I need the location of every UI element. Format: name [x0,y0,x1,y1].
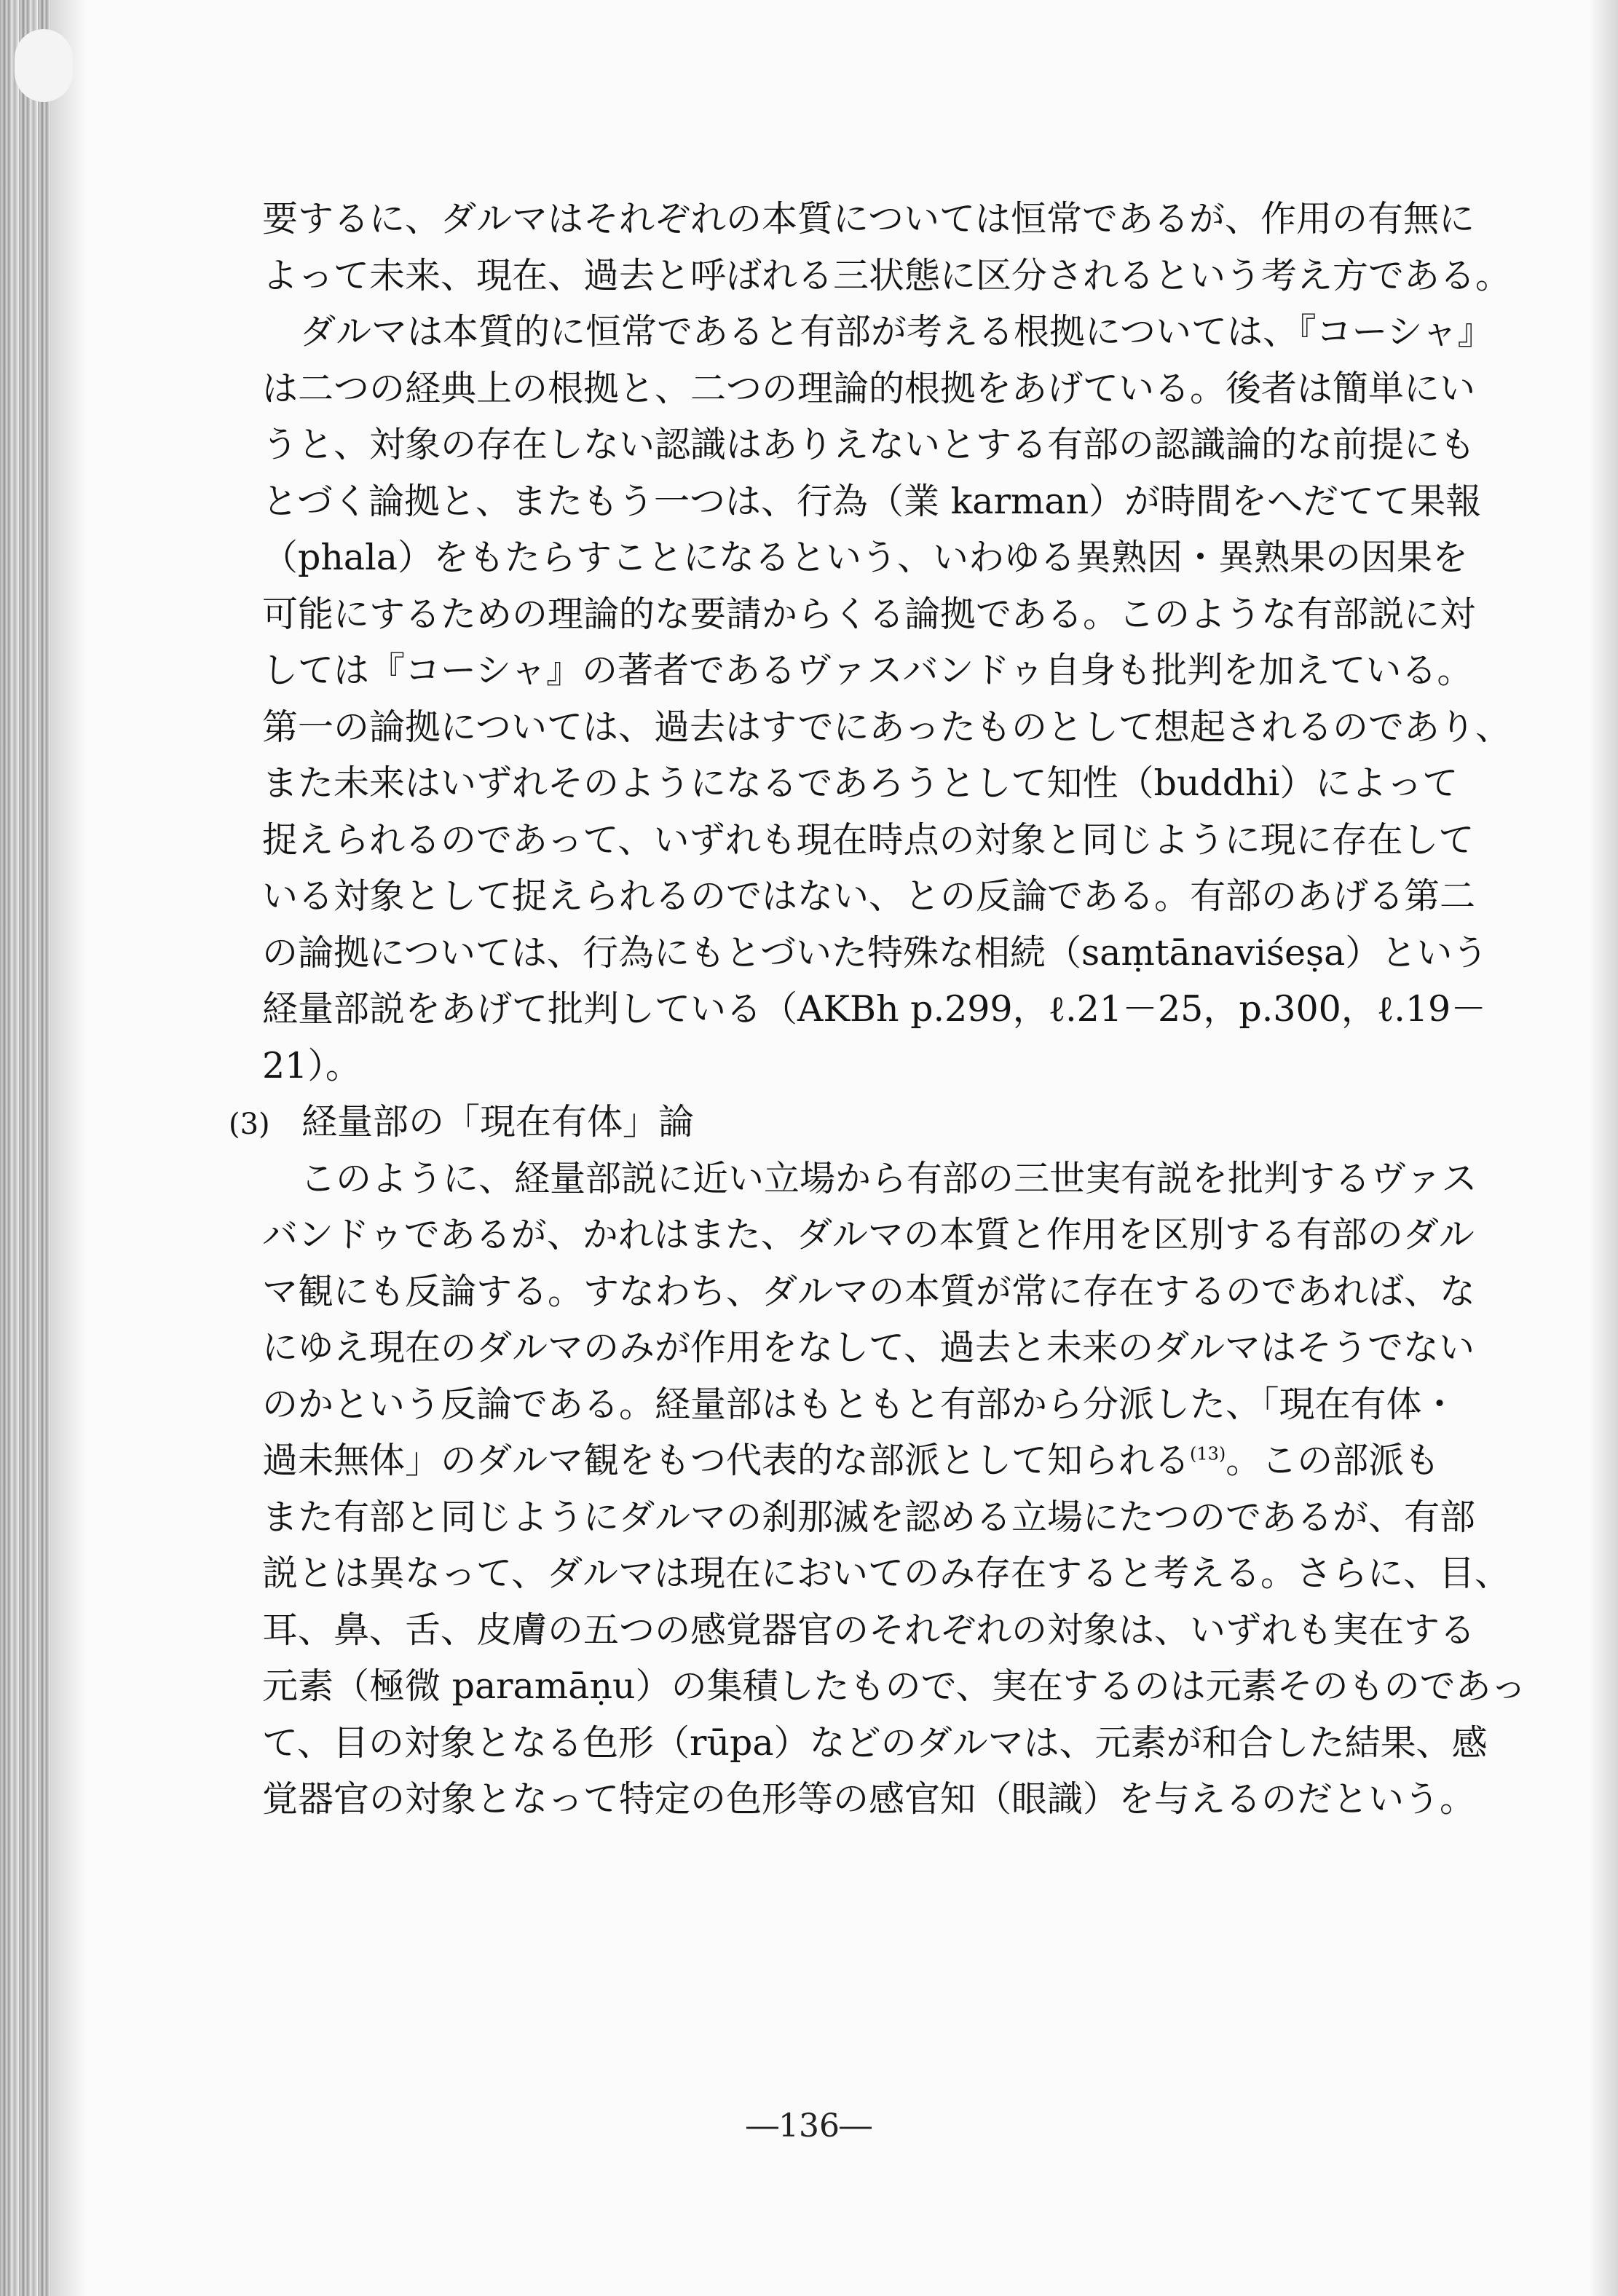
text-line: て、目の対象となる色形（rūpa）などのダルマは、元素が和合した結果、感 [262,1721,1488,1764]
text-line: 要するに、ダルマはそれぞれの本質については恒常であるが、作用の有無に [262,198,1475,240]
binding-gradient [51,0,87,2296]
text-line: にゆえ現在のダルマのみが作用をなして、過去と未来のダルマはそうでない [262,1327,1475,1368]
text-line: （phala）をもたらすことになるという、いわゆる異熟因・異熟果の因果を [262,537,1469,578]
page-number: ―136― [746,2107,872,2145]
text-line: の論拠については、行為にもとづいた特殊な相続（saṃtānaviśeṣa）という [262,931,1488,974]
text-line: 捉えられるのであって、いずれも現在時点の対象と同じように現に存在して [262,818,1475,861]
text-line: のかという反論である。経量部はもともと有部から分派した、「現在有体・ [262,1383,1458,1425]
paragraph-2 [262,304,1544,1094]
text-segment: 。この部派も [1226,1440,1440,1481]
text-line: 経量部説をあげて批判している（AKBh p.299，ℓ.21－25，p.300，ℓ.19－ [262,988,1487,1030]
text-line: うと、対象の存在しない認識はありえないとする有部の認識論的な前提にも [262,424,1476,465]
text-line: また有部と同じようにダルマの刹那滅を認める立場にたつのであるが、有部 [262,1496,1476,1538]
text-line: とづく論拠と、またもう一つは、行為（業 karman）が時間をへだてて果報 [262,480,1482,522]
body-text [229,191,1544,1828]
text-line: は二つの経典上の根拠と、二つの理論的根拠をあげている。後者は簡単にい [262,367,1476,409]
footnote-marker[interactable]: (13) [1190,1443,1226,1464]
section-number: (3) [229,1108,270,1141]
paragraph-1 [262,191,1544,304]
text-line: 第一の論拠については、過去はすでにあったものとして想起されるのであり、 [262,706,1512,748]
text-segment: 過未無体」のダルマ観をもつ代表的な部派として知られる [262,1440,1191,1481]
text-line: このように、経量部説に近い立場から有部の三世実有説を批判するヴァス [300,1157,1477,1199]
scan-edge-blob [15,29,73,102]
text-line: よって未来、現在、過去と呼ばれる三状態に区分されるという考え方である。 [262,254,1512,296]
text-line: 元素（極微 paramāṇu）の集積したもので、実在するのは元素そのものであっ [262,1665,1527,1707]
text-line: マ観にも反論する。すなわち、ダルマの本質が常に存在するのであれば、な [262,1270,1476,1312]
text-line: また未来はいずれそのようになるであろうとして知性（buddhi）によって [262,762,1459,804]
binding-shadow [0,0,51,2296]
text-line: 説とは異なって、ダルマは現在においてのみ存在すると考える。さらに、目、 [262,1553,1511,1594]
text-line: 21）。 [262,1044,361,1086]
paragraph-3 [262,1151,1544,1828]
text-line: バンドゥであるが、かれはまた、ダルマの本質と作用を区別する有部のダル [262,1214,1475,1255]
text-line-with-note [262,1432,1544,1489]
text-line: ダルマは本質的に恒常であると有部が考える根拠については、『コーシャ』 [300,311,1493,352]
text-line: 可能にするための理論的な要請からくる論拠である。このような有部説に対 [262,593,1476,635]
section-heading [229,1094,1510,1151]
right-edge-shadow [1589,0,1618,2296]
text-line: 耳、鼻、舌、皮膚の五つの感覚器官のそれぞれの対象は、いずれも実在する [262,1609,1476,1651]
text-line: いる対象として捉えられるのではない、との反論である。有部のあげる第二 [262,875,1476,917]
text-line: しては『コーシャ』の著者であるヴァスバンドゥ自身も批判を加えている。 [262,650,1473,691]
text-line: 覚器官の対象となって特定の色形等の感官知（眼識）を与えるのだという。 [262,1778,1476,1820]
section-title: 経量部の「現在有体」論 [301,1101,695,1143]
